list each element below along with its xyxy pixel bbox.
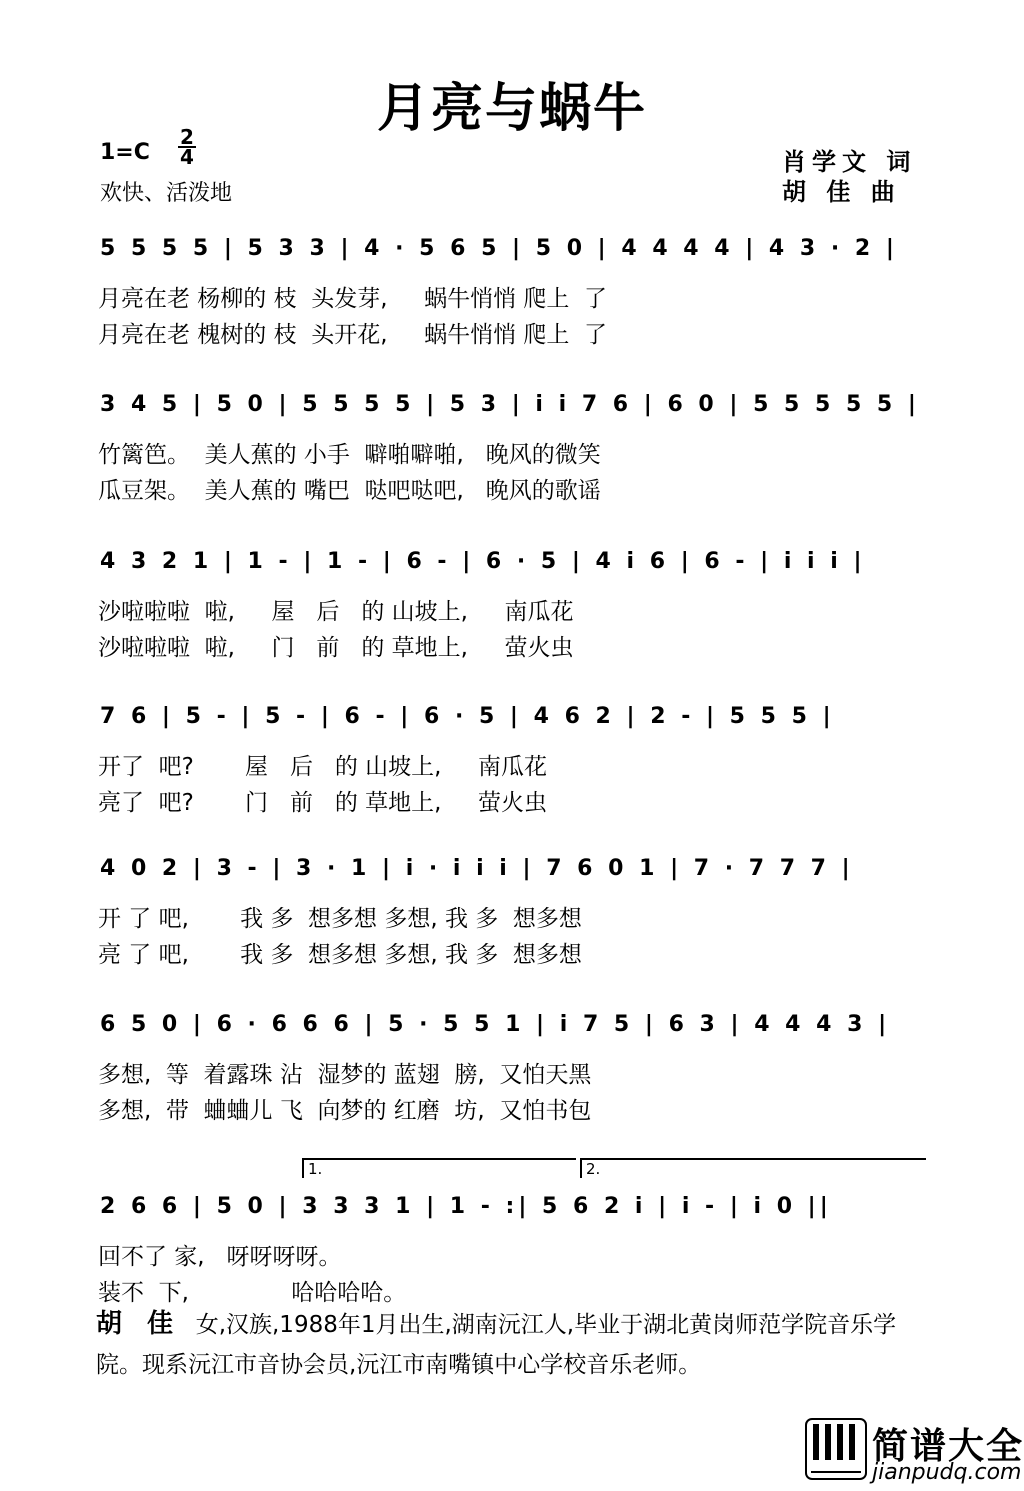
note-row: 4 0 2 | 3 - | 3 · 1 | i · i i i | 7 6 0 1 | 7 · 7 7 7 | — [100, 856, 854, 881]
volta-1-label: 1. — [308, 1160, 323, 1178]
time-top: 2 — [178, 128, 196, 148]
note-row: 2 6 6 | 5 0 | 3 3 3 1 | 1 - :| 5 6 2 i | i - | i 0 || — [100, 1194, 832, 1219]
note-row: 4 3 2 1 | 1 - | 1 - | 6 - | 6 · 5 | 4 i 6 | 6 - | i i i | — [100, 549, 866, 574]
bio-text: 女,汉族,1988年1月出生,湖南沅江人,毕业于湖北黄岗师范学院音乐学院。现系沅江市音协会员,沅江市南嘴镇中心学校音乐老师。 — [96, 1312, 897, 1378]
lyric-verse-1: 多想, 等 着露珠 沾 湿梦的 蓝翅 膀, 又怕天黑 — [98, 1062, 592, 1088]
lyric-verse-2: 亮了 吧? 门 前 的 草地上, 萤火虫 — [98, 790, 548, 816]
tempo-marking: 欢快、活泼地 — [100, 181, 233, 206]
bio-name: 胡 佳 — [96, 1309, 182, 1339]
song-title: 月亮与蜗牛 — [376, 79, 647, 139]
lyric-verse-1: 竹篱笆。 美人蕉的 小手 噼啪噼啪, 晚风的微笑 — [98, 442, 601, 468]
time-signature — [178, 125, 196, 169]
lyric-verse-1: 沙啦啦啦 啦, 屋 后 的 山坡上, 南瓜花 — [98, 599, 574, 625]
volta-2 — [580, 1158, 926, 1178]
lyric-verse-1: 月亮在老 杨柳的 枝 头发芽, 蜗牛悄悄 爬上 了 — [98, 286, 608, 312]
lyric-verse-1: 开了 吧? 屋 后 的 山坡上, 南瓜花 — [98, 754, 548, 780]
lyric-verse-2: 瓜豆架。 美人蕉的 嘴巴 哒吧哒吧, 晚风的歌谣 — [98, 478, 601, 504]
lyric-verse-2: 多想, 带 蛐蛐儿 飞 向梦的 红磨 坊, 又怕书包 — [98, 1098, 592, 1124]
lyric-verse-2: 亮 了 吧, 我 多 想多想 多想, 我 多 想多想 — [98, 942, 582, 968]
volta-2-label: 2. — [586, 1160, 601, 1178]
volta-1 — [302, 1158, 576, 1178]
note-row: 6 5 0 | 6 · 6 6 6 | 5 · 5 5 1 | i 7 5 | 6 3 | 4 4 4 3 | — [100, 1012, 891, 1037]
site-url: jianpudq.com — [872, 1460, 1022, 1485]
piano-keys-icon — [805, 1418, 867, 1480]
composer: 胡 佳 曲 — [782, 178, 901, 206]
composer-bio — [96, 1304, 936, 1385]
lyric-verse-2: 装不 下, 哈哈哈哈。 — [98, 1280, 407, 1306]
lyricist: 肖学文 词 — [782, 148, 917, 176]
lyric-verse-2: 月亮在老 槐树的 枝 头开花, 蜗牛悄悄 爬上 了 — [98, 322, 608, 348]
note-row: 7 6 | 5 - | 5 - | 6 - | 6 · 5 | 4 6 2 | 2 - | 5 5 5 | — [100, 704, 835, 729]
lyric-verse-1: 回不了 家, 呀呀呀呀。 — [98, 1244, 342, 1270]
note-row: 5 5 5 5 | 5 3 3 | 4 · 5 6 5 | 5 0 | 4 4 4 4 | 4 3 · 2 | — [100, 236, 898, 261]
lyric-verse-1: 开 了 吧, 我 多 想多想 多想, 我 多 想多想 — [98, 906, 582, 932]
site-logo-text: 简谱大全 — [872, 1426, 1024, 1467]
time-bottom: 4 — [180, 145, 194, 169]
key-signature: 1=C — [100, 140, 150, 165]
note-row: 3 4 5 | 5 0 | 5 5 5 5 | 5 3 | i i 7 6 | 6 0 | 5 5 5 5 5 | — [100, 392, 920, 417]
lyric-verse-2: 沙啦啦啦 啦, 门 前 的 草地上, 萤火虫 — [98, 635, 574, 661]
